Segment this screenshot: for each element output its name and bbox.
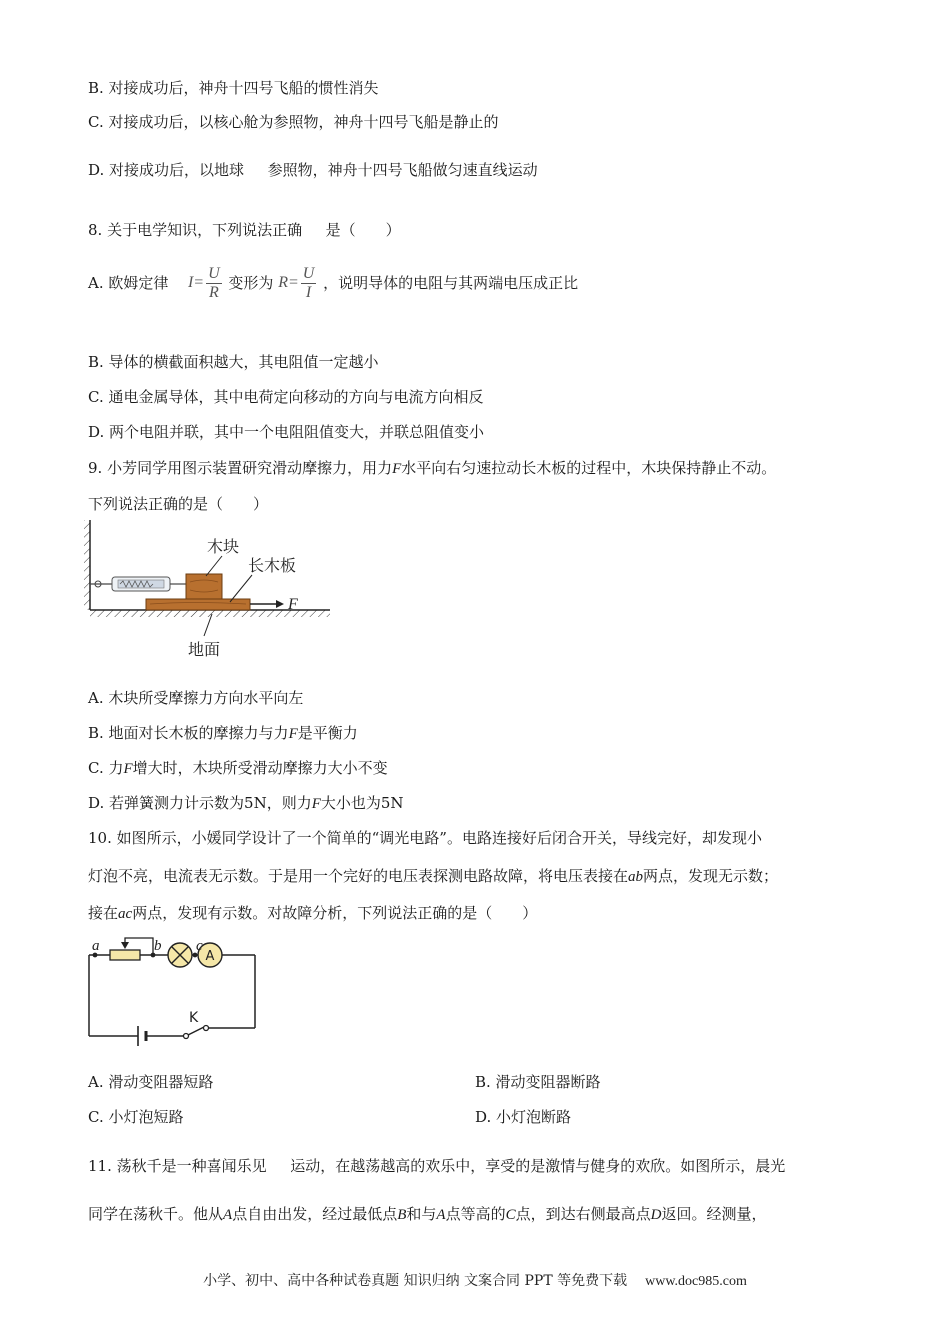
q8-option-a-post: ，说明导体的电阻与其两端电压成正比 bbox=[323, 274, 579, 292]
spring-scale-icon bbox=[112, 577, 170, 591]
q7-option-d bbox=[88, 160, 538, 180]
q9-stem-force: F bbox=[392, 461, 402, 477]
q11-s2-p6: 返回。经测量， bbox=[661, 1205, 767, 1223]
dimmer-circuit-figure bbox=[80, 930, 270, 1055]
q9-option-d-part1: D. 若弹簧测力计示数为5N，则力 bbox=[88, 794, 312, 812]
resistance-formula-fraction bbox=[301, 265, 317, 302]
lamp-icon bbox=[168, 943, 192, 967]
switch-icon bbox=[184, 1026, 209, 1039]
q10-stem-ab: ab bbox=[628, 869, 644, 885]
resistance-formula-denominator: I bbox=[305, 283, 312, 301]
label-k: K bbox=[189, 1010, 199, 1026]
force-arrow-head bbox=[276, 600, 284, 608]
q9-option-c-force: F bbox=[123, 761, 133, 777]
q9-option-b-part2: 是平衡力 bbox=[297, 724, 358, 742]
q8-stem-part2: 是（ ） bbox=[325, 221, 401, 239]
q9-option-d-part2: 大小也为5N bbox=[320, 794, 404, 812]
block-leader-line bbox=[206, 556, 222, 576]
q10-stem-line2-part2: 两点，发现无示数； bbox=[643, 867, 779, 885]
q10-stem-line2-part1: 灯泡不亮，电流表无示数。于是用一个完好的电压表探测电路故障，将电压表接在 bbox=[88, 867, 629, 885]
q10-stem-line3-part1: 接在 bbox=[88, 904, 119, 922]
q9-option-c bbox=[88, 758, 388, 779]
q9-option-d-force: F bbox=[311, 796, 321, 812]
q10-option-c: C. 小灯泡短路 bbox=[88, 1108, 184, 1126]
q11-s2-pointD: D bbox=[650, 1207, 662, 1223]
q8-stem-part1: 8. 关于电学知识，下列说法正确 bbox=[88, 221, 303, 239]
q7-option-d-part1: D. 对接成功后，以地球 bbox=[88, 161, 245, 179]
q11-s2-pointA2: A bbox=[436, 1207, 446, 1223]
rheostat-icon bbox=[110, 950, 140, 960]
q9-stem-part2: 水平向右匀速拉动长木板的过程中，木块保持静止不动。 bbox=[401, 459, 777, 477]
wall-hatching bbox=[84, 520, 90, 610]
label-b: b bbox=[154, 938, 162, 954]
q10-stem-line2 bbox=[88, 866, 778, 887]
q9-stem-part1: 9. 小芳同学用图示装置研究滑动摩擦力，用力 bbox=[88, 459, 393, 477]
q10-option-a: A. 滑动变阻器短路 bbox=[88, 1073, 214, 1091]
q11-s2-pointA: A bbox=[223, 1207, 233, 1223]
battery-icon bbox=[138, 1026, 154, 1046]
q9-option-b-part1: B. 地面对长木板的摩擦力与力 bbox=[88, 724, 289, 742]
board-label: 长木板 bbox=[248, 556, 297, 575]
q9-option-b-force: F bbox=[288, 726, 298, 742]
q8-option-b: B. 导体的横截面积越大，其电阻值一定越小 bbox=[88, 353, 379, 371]
footer-url-link[interactable]: www.doc985.com bbox=[645, 1274, 747, 1289]
resistance-formula-numerator: U bbox=[302, 264, 315, 282]
q10-stem-ac: ac bbox=[118, 906, 133, 922]
q7-option-b: B. 对接成功后，神舟十四号飞船的惯性消失 bbox=[88, 79, 379, 97]
long-board bbox=[146, 599, 250, 610]
q11-stem-line1 bbox=[88, 1156, 785, 1176]
ohm-formula-lhs: I= bbox=[187, 274, 205, 291]
q10-stem-line3 bbox=[88, 903, 537, 924]
q9-option-d bbox=[88, 793, 404, 814]
q10-stem-line3-part2: 两点，发现有示数。对故障分析，下列说法正确的是（ ） bbox=[132, 904, 538, 922]
q11-stem-line1-part1: 11. 荡秋千是一种喜闻乐见 bbox=[88, 1157, 267, 1175]
label-a: a bbox=[92, 938, 100, 954]
q9-option-a: A. 木块所受摩擦力方向水平向左 bbox=[88, 689, 304, 707]
ground-leader-line bbox=[204, 614, 212, 636]
svg-text:A: A bbox=[205, 949, 215, 964]
ground-label: 地面 bbox=[188, 640, 221, 659]
page-footer bbox=[0, 1270, 950, 1290]
q9-stem-line1 bbox=[88, 458, 776, 479]
ohm-formula-numerator: U bbox=[208, 264, 220, 282]
q10-option-d: D. 小灯泡断路 bbox=[475, 1108, 572, 1126]
q7-option-d-part2: 参照物，神舟十四号飞船做匀速直线运动 bbox=[267, 161, 538, 179]
board-leader-line bbox=[230, 575, 252, 602]
q11-s2-p5: 点，到达右侧最高点 bbox=[515, 1205, 651, 1223]
q11-s2-p2: 点自由出发，经过最低点 bbox=[232, 1205, 398, 1223]
q11-s2-p4: 点等高的 bbox=[445, 1205, 506, 1223]
q8-option-d: D. 两个电阻并联，其中一个电阻阻值变大，并联总阻值变小 bbox=[88, 423, 485, 441]
resistance-formula-lhs: R= bbox=[278, 274, 299, 291]
q8-stem bbox=[88, 220, 401, 240]
q11-s2-p3: 和与 bbox=[406, 1205, 437, 1223]
ohm-formula-denominator: R bbox=[208, 283, 219, 301]
q9-option-b bbox=[88, 723, 358, 744]
q11-stem-line2 bbox=[88, 1204, 766, 1225]
q9-option-c-part2: 增大时，木块所受滑动摩擦力大小不变 bbox=[132, 759, 388, 777]
wooden-block bbox=[186, 574, 222, 599]
q11-s2-p1: 同学在荡秋千。他从 bbox=[88, 1205, 224, 1223]
q8-option-a bbox=[88, 262, 578, 303]
q8-option-c: C. 通电金属导体，其中电荷定向移动的方向与电流方向相反 bbox=[88, 388, 484, 406]
q10-option-b: B. 滑动变阻器断路 bbox=[475, 1073, 601, 1091]
label-c: c bbox=[196, 938, 203, 954]
q10-stem-line1: 10. 如图所示，小媛同学设计了一个简单的“调光电路”。电路连接好后闭合开关，导线完好，却发现小 bbox=[88, 829, 762, 847]
ohm-formula-fraction bbox=[206, 265, 222, 302]
q9-stem-line2: 下列说法正确的是（ ） bbox=[88, 495, 269, 513]
q11-stem-line1-part2: 运动，在越荡越高的欢乐中，享受的是激情与健身的欢欣。如图所示，晨光 bbox=[290, 1157, 786, 1175]
q8-option-a-pre: A. 欧姆定律 bbox=[88, 274, 169, 292]
force-label: F bbox=[288, 596, 298, 613]
q11-s2-pointB: B bbox=[397, 1207, 407, 1223]
block-label: 木块 bbox=[207, 537, 240, 556]
footer-text: 小学、初中、高中各种试卷真题 知识归纳 文案合同 PPT 等免费下载 bbox=[203, 1273, 628, 1289]
q7-option-c: C. 对接成功后，以核心舱为参照物，神舟十四号飞船是静止的 bbox=[88, 113, 499, 131]
q8-option-a-mid: 变形为 bbox=[228, 274, 274, 292]
q9-option-c-part1: C. 力 bbox=[88, 759, 124, 777]
q11-s2-pointC: C bbox=[505, 1207, 516, 1223]
friction-apparatus-figure bbox=[84, 520, 344, 665]
